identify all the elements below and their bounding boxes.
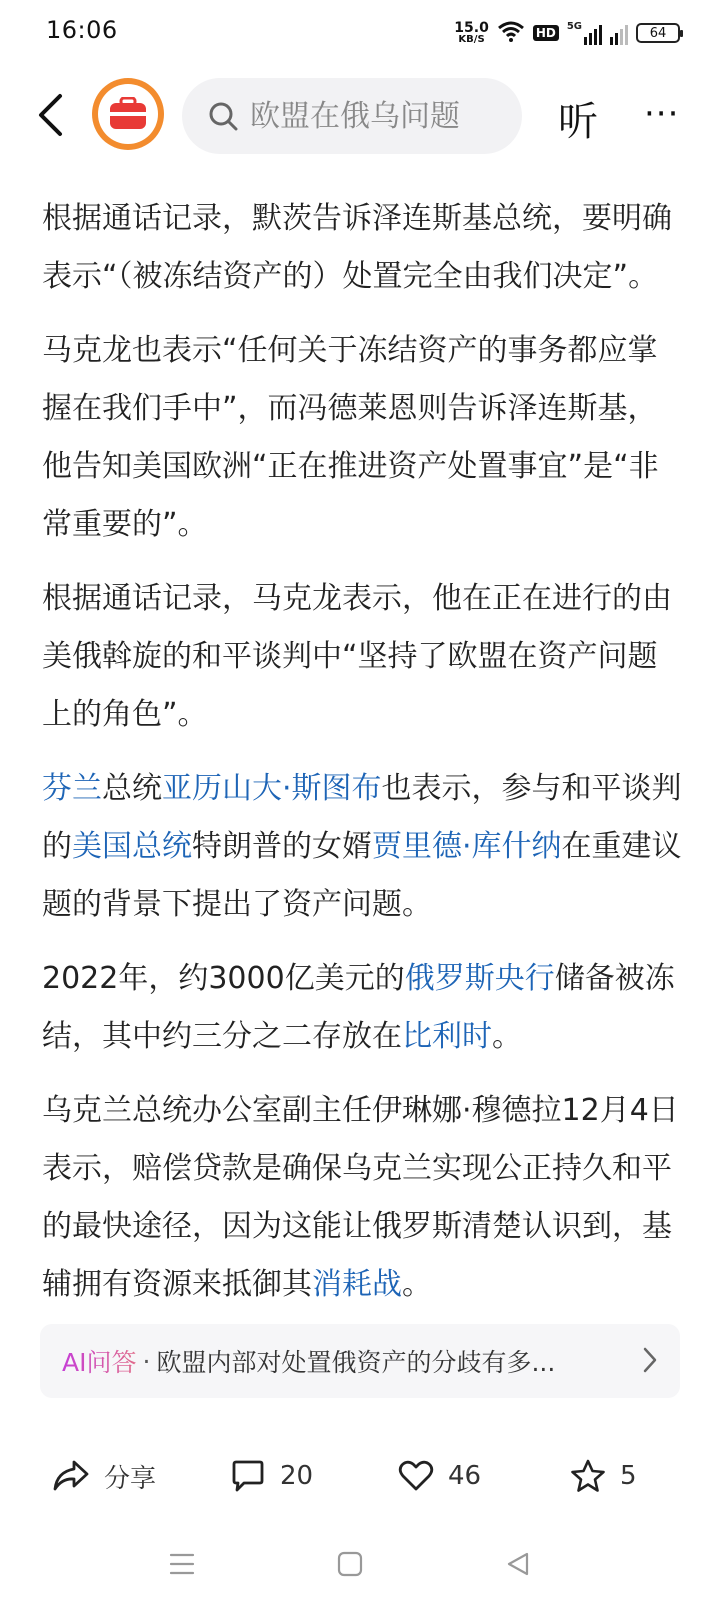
paragraph-text: 。 — [492, 1019, 522, 1054]
avatar-logo — [98, 84, 158, 144]
link-finland[interactable]: 芬兰 — [42, 771, 102, 806]
link-kushner[interactable]: 贾里德·库什纳 — [372, 829, 562, 864]
paragraph-text: 也表示，参与和平谈判的 — [42, 771, 682, 864]
paragraph-text: 储备被冻结，其中约三分之二存放在 — [42, 961, 675, 1054]
action-bar — [0, 1440, 720, 1512]
net-speed-value: 15.0 — [454, 20, 489, 36]
home-nav-button[interactable] — [336, 1550, 364, 1582]
comment-count: 20 — [280, 1461, 314, 1491]
heart-icon — [398, 1460, 434, 1492]
article-paragraph — [42, 950, 682, 1066]
paragraph-text: 总统 — [102, 771, 162, 806]
signal-icon — [610, 21, 628, 45]
hd-badge: HD — [533, 25, 559, 41]
ai-separator: · — [142, 1346, 151, 1376]
wifi-icon — [497, 20, 525, 46]
author-avatar[interactable] — [92, 78, 164, 150]
search-box[interactable] — [182, 78, 522, 154]
article-paragraph — [42, 760, 682, 934]
status-time: 16:06 — [46, 16, 118, 44]
system-nav-bar — [0, 1530, 720, 1612]
search-input[interactable] — [250, 99, 490, 134]
back-arrow-icon — [36, 93, 64, 137]
paragraph-text: 乌克兰总统办公室副主任伊琳娜·穆德拉12月4日表示，赔偿贷款是确保乌克兰实现公正持久和平的最快途径，因为这能让俄罗斯清楚认识到，基辅拥有资源来抵御其 — [42, 1093, 679, 1302]
link-stubb[interactable]: 亚历山大·斯图布 — [162, 771, 382, 806]
signal-label: 5G — [566, 21, 582, 32]
article-body — [42, 190, 682, 1340]
paragraph-text: 2022年，约3000亿美元的 — [42, 961, 405, 996]
ai-question-text: 欧盟内部对处置俄资产的分歧有多... — [156, 1348, 556, 1377]
article-paragraph: 根据通话记录，默茨告诉泽连斯基总统，要明确表示“（被冻结资产的）处置完全由我们决定”。 — [42, 201, 672, 294]
share-icon — [52, 1459, 90, 1493]
ai-label: AI问答 — [62, 1343, 136, 1379]
share-button[interactable] — [52, 1440, 156, 1512]
paragraph-text: 。 — [402, 1267, 432, 1302]
home-square-icon — [336, 1550, 364, 1578]
top-header — [0, 72, 720, 164]
menu-icon — [168, 1550, 196, 1578]
more-menu-button[interactable]: ··· — [644, 94, 680, 134]
article-paragraph: 根据通话记录，马克龙表示，他在正在进行的由美俄斡旋的和平谈判中“坚持了欧盟在资产问题上的角色”。 — [42, 581, 672, 732]
listen-button[interactable]: 听 — [558, 99, 598, 145]
like-count: 46 — [448, 1461, 482, 1491]
net-speed-unit: KB/S — [458, 34, 485, 45]
net-speed — [454, 21, 489, 45]
favorite-count: 5 — [620, 1461, 637, 1491]
menu-nav-button[interactable] — [168, 1550, 196, 1582]
back-button[interactable] — [30, 90, 70, 140]
signal-5g-icon — [567, 21, 602, 45]
star-icon — [570, 1459, 606, 1493]
link-belgium[interactable]: 比利时 — [402, 1019, 492, 1054]
battery-icon — [636, 23, 680, 43]
like-button[interactable] — [398, 1440, 481, 1512]
favorite-button[interactable] — [570, 1440, 637, 1512]
paragraph-text: 在重建议题的背景下提出了资产问题。 — [42, 829, 682, 922]
search-icon — [208, 101, 238, 131]
chevron-right-icon — [642, 1346, 658, 1374]
back-nav-button[interactable] — [504, 1550, 532, 1582]
status-icons — [454, 18, 680, 48]
status-bar — [0, 0, 720, 64]
paragraph-text: 特朗普的女婿 — [192, 829, 372, 864]
battery-level: 64 — [649, 25, 667, 41]
article-paragraph — [42, 1082, 682, 1314]
briefcase-logo-icon — [108, 97, 148, 131]
back-triangle-icon — [504, 1550, 532, 1578]
ai-question-card[interactable] — [40, 1324, 680, 1398]
link-war-of-attrition[interactable]: 消耗战 — [312, 1267, 402, 1302]
article-paragraph: 马克龙也表示“任何关于冻结资产的事务都应掌握在我们手中”，而冯德莱恩则告诉泽连斯基，他告知美国欧洲“正在推进资产处置事宜”是“非常重要的”。 — [42, 333, 659, 542]
link-russian-central-bank[interactable]: 俄罗斯央行 — [404, 961, 555, 996]
comment-icon — [230, 1459, 266, 1493]
link-us-president[interactable]: 美国总统 — [72, 829, 192, 864]
share-label: 分享 — [104, 1463, 157, 1494]
comment-button[interactable] — [230, 1440, 313, 1512]
